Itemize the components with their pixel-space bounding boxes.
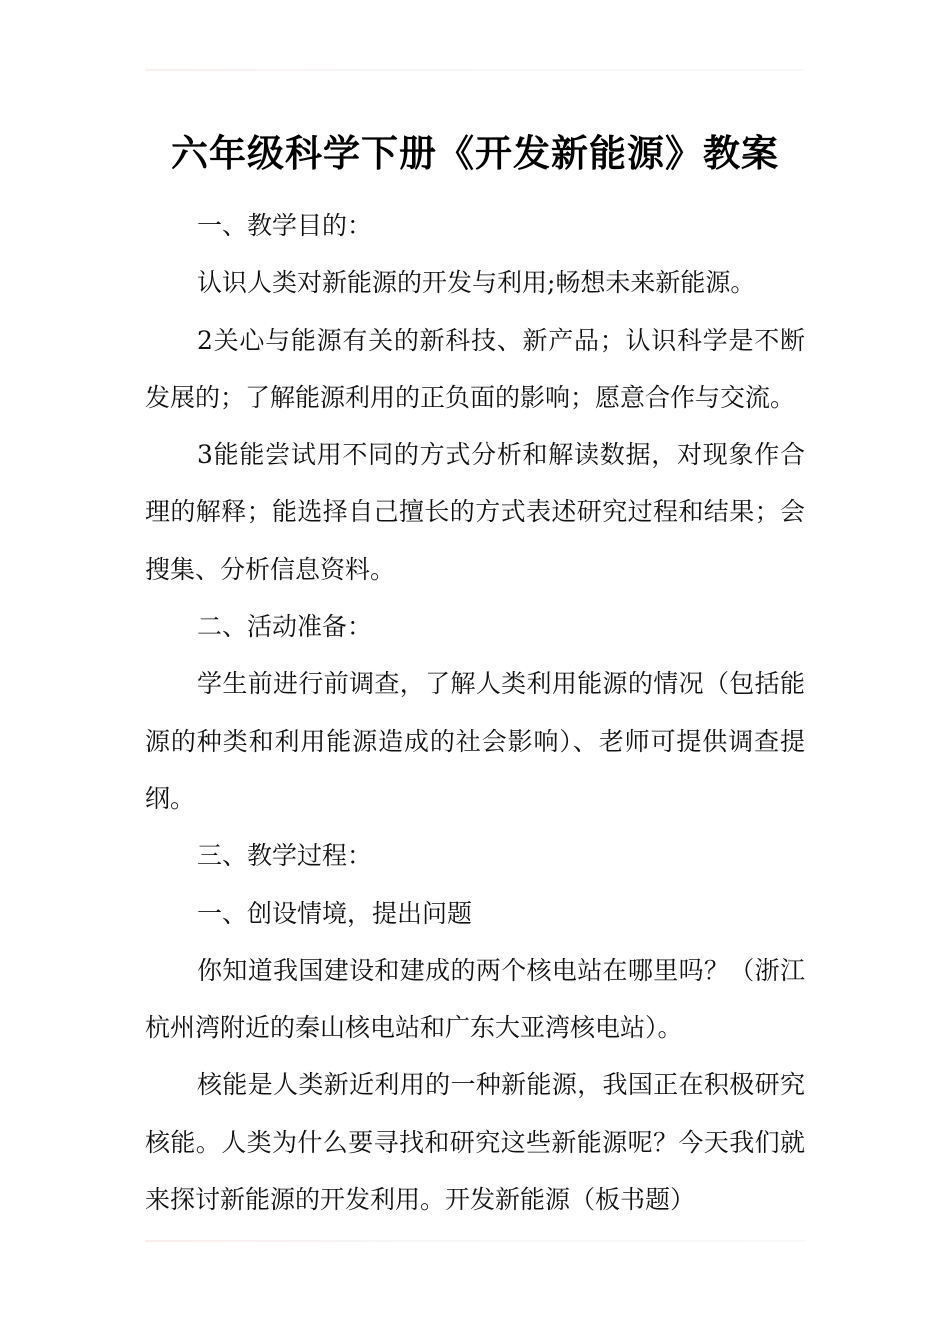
preparation-paragraph: 学生前进行前调查，了解人类利用能源的情况（包括能源的种类和利用能源造成的社会影响）、老师可提供调查提纲。 [145,669,805,813]
objective-paragraph: 认识人类对新能源的开发与利用;畅想未来新能源。 [197,268,756,298]
objective-paragraph: 3能能尝试用不同的方式分析和解读数据，对现象作合理的解释；能选择自己擅长的方式表述研究过程和结果；会搜集、分析信息资料。 [145,440,805,584]
section-heading-objectives: 一、教学目的： [197,211,373,240]
section-heading-preparation: 二、活动准备： [197,612,373,642]
body-paragraph: 核能是人类新近利用的一种新能源，我国正在积极研究核能。人类为什么要寻找和研究这些新能源呢？今天我们就来探讨新能源的开发利用。开发新能源（板书题） [145,1070,805,1215]
document-body [145,197,805,1228]
body-paragraph: 你知道我国建设和建成的两个核电站在哪里吗？（浙江杭州湾附近的秦山核电站和广东大亚湾核电站）。 [145,955,805,1043]
header-divider [145,69,805,71]
objective-paragraph: 2关心与能源有关的新科技、新产品；认识科学是不断发展的；了解能源利用的正负面的影响；愿意合作与交流。 [145,325,805,412]
section-heading-process: 三、教学过程： [197,841,373,871]
footer-divider [145,1240,805,1242]
document-title: 六年级科学下册《开发新能源》教案 [171,132,779,175]
subsection-heading: 一、创设情境，提出问题 [197,898,473,928]
